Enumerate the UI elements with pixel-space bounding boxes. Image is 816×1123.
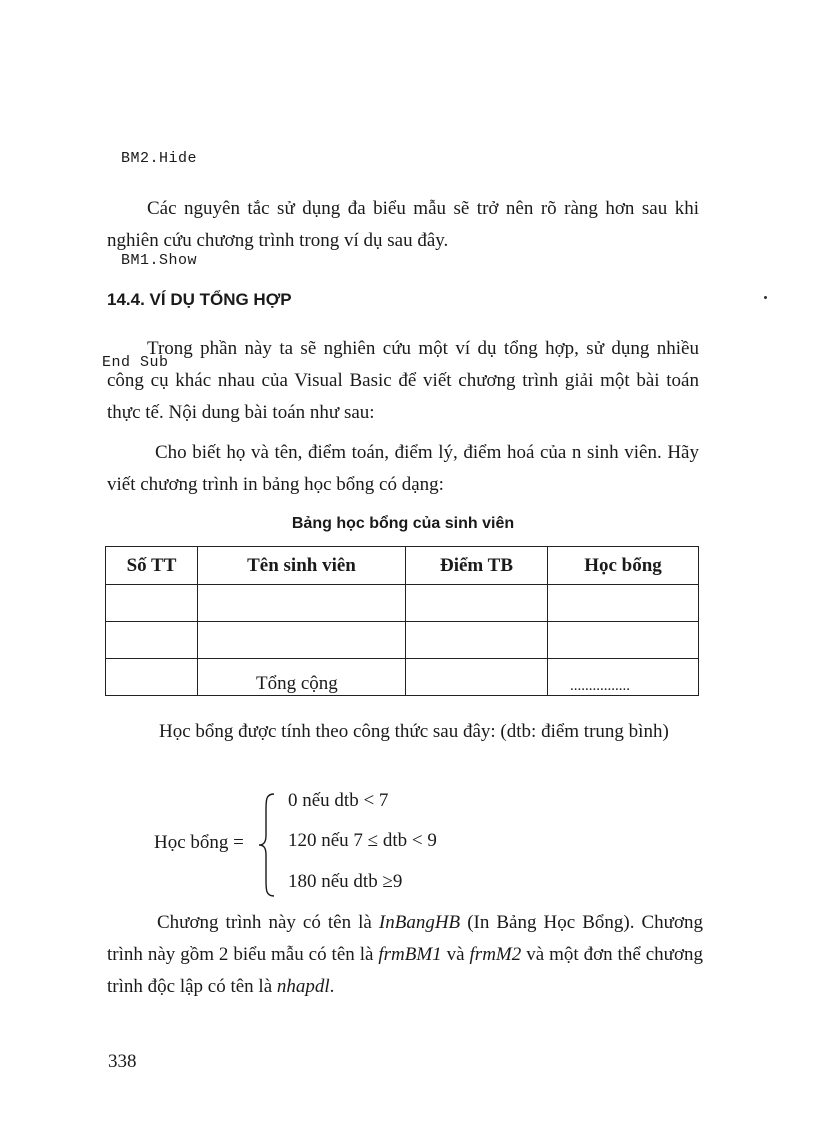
table-row (106, 622, 699, 659)
scholarship-table (105, 546, 699, 696)
intro-paragraph: Các nguyên tắc sử dụng đa biểu mẫu sẽ trở nên rõ ràng hơn sau khi nghiên cứu chương trình trong ví dụ sau đây. (107, 198, 699, 251)
para4-text: (In Bảng Học Bổng). Chương trình này gồm 2 biểu mẫu có tên là (107, 912, 703, 965)
formula-label: Học bổng = (154, 832, 244, 853)
para4-text: và (441, 944, 470, 965)
form-name-1: frmBM1 (378, 944, 442, 965)
module-name: nhapdl (276, 976, 330, 997)
formula-case-2: 120 nếu 7 ≤ dtb < 9 (288, 830, 437, 851)
table-cell (106, 659, 198, 696)
paragraph-3: Học bổng được tính theo công thức sau đây: (dtb: điểm trung bình) (159, 721, 669, 742)
header-scholarship: Học bổng (548, 547, 699, 585)
paragraph-4 (107, 907, 703, 1003)
table-cell (548, 585, 699, 622)
program-name: InBangHB (378, 912, 461, 933)
paragraph-1: Trong phần này ta sẽ nghiên cứu một ví dụ tổng hợp, sử dụng nhiều công cụ khác nhau của Visual Basic để viết chương trình giải một bài toán thực tế. Nội dung bài toán như sau: (107, 338, 699, 423)
paragraph-2: Cho biết họ và tên, điểm toán, điểm lý, điểm hoá của n sinh viên. Hãy viết chương trình in bảng học bổng có dạng: (107, 442, 699, 495)
scan-speck (764, 296, 767, 299)
table-row (106, 585, 699, 622)
code-line: BM2.Hide (102, 150, 198, 167)
header-score: Điểm TB (406, 547, 548, 585)
table-header-row (106, 547, 699, 585)
total-value: ................ (548, 659, 699, 696)
table-cell (106, 585, 198, 622)
table-cell (406, 622, 548, 659)
table-cell (198, 585, 406, 622)
para4-text: . (329, 976, 335, 997)
total-label: Tổng cộng (198, 659, 406, 696)
code-line: BM1.Show (102, 252, 198, 269)
table-cell (548, 622, 699, 659)
curly-brace-icon (256, 790, 278, 900)
code-line: End Sub (102, 354, 169, 371)
header-name: Tên sinh viên (198, 547, 406, 585)
page-number: 338 (108, 1051, 137, 1072)
para4-text: và một đơn thể chương trình độc lập có tên là (107, 944, 703, 997)
table-cell (406, 585, 548, 622)
table-cell (198, 622, 406, 659)
table-caption: Bảng học bổng của sinh viên (291, 515, 515, 532)
section-heading: 14.4. VÍ DỤ TỔNG HỢP (107, 290, 292, 309)
form-name-2: frmM2 (469, 944, 522, 965)
header-stt: Số TT (106, 547, 198, 585)
table-total-row (106, 659, 699, 696)
formula-case-1: 0 nếu dtb < 7 (288, 790, 389, 811)
table-cell (406, 659, 548, 696)
table-cell (106, 622, 198, 659)
para4-text: Chương trình này có tên là (157, 912, 379, 933)
formula-case-3: 180 nếu dtb ≥9 (288, 871, 403, 892)
